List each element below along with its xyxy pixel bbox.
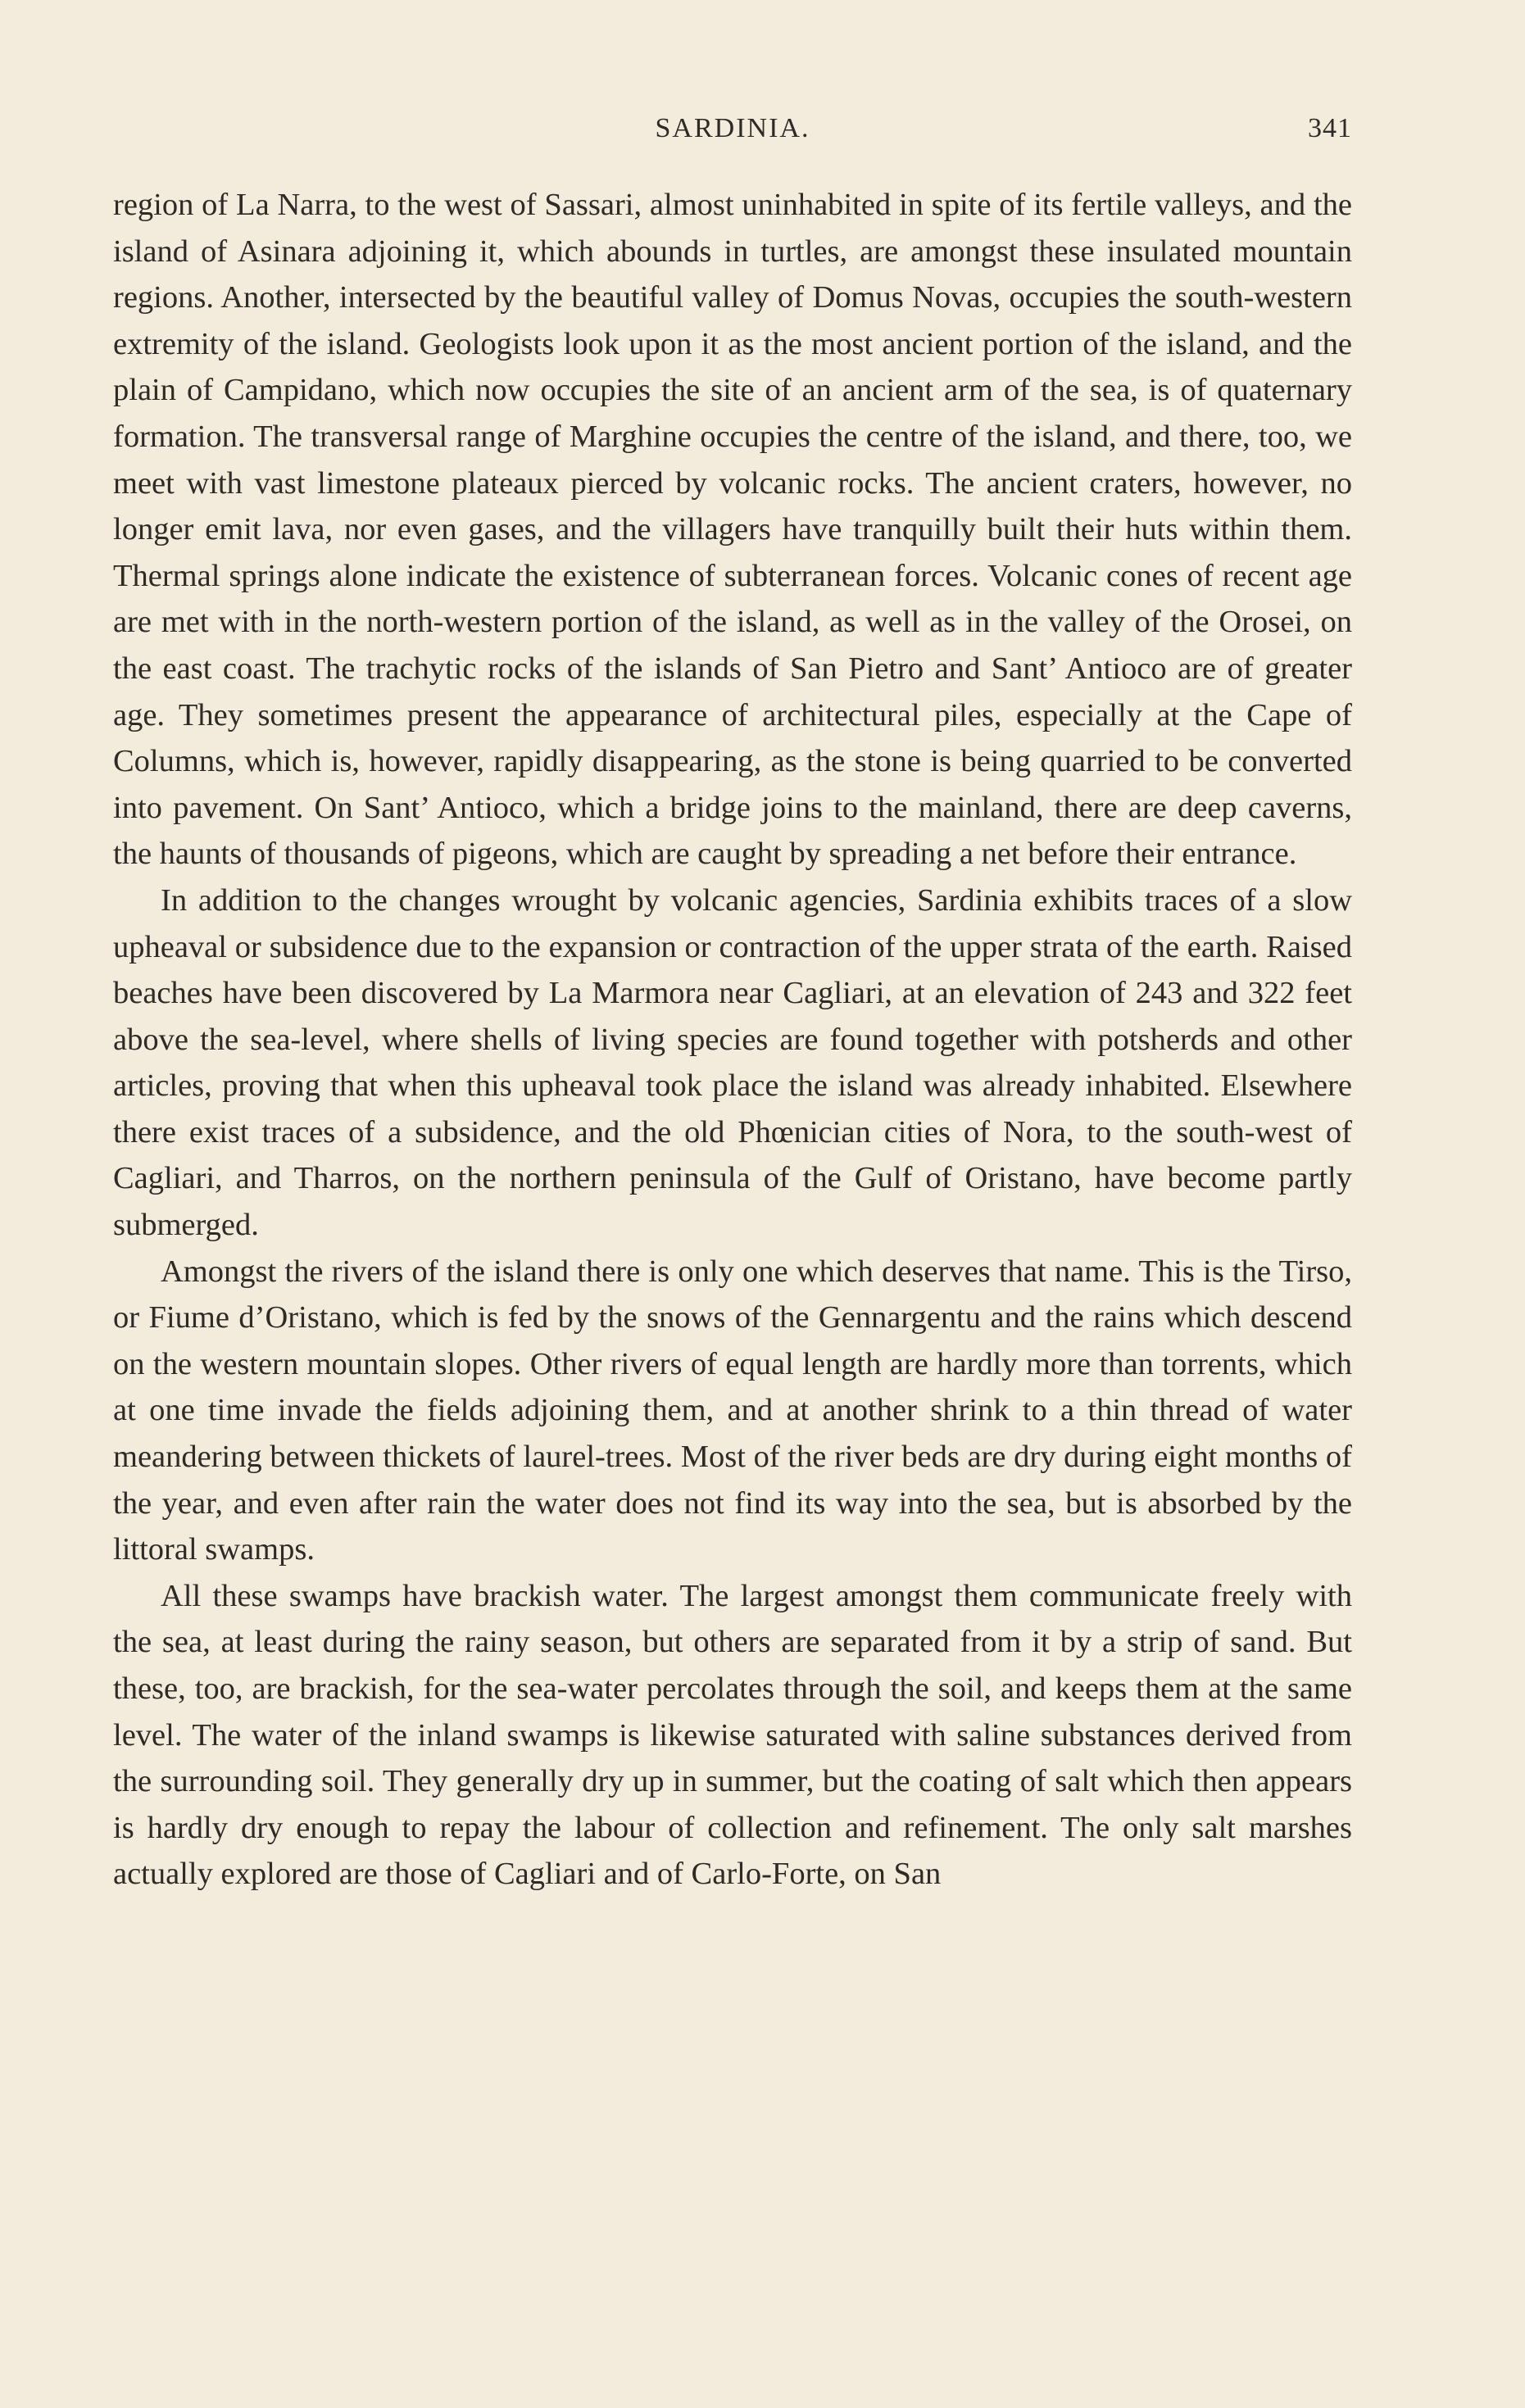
running-head: SARDINIA. — [655, 113, 810, 143]
paragraph: Amongst the rivers of the island there is only one which deserves that name. This is the Tirso, or Fiume d’Oristano, which is fed by the snows of the Gennargentu and the rains which descend on the western mountain slopes. Other rivers of equal length are hardly more than torrents, which at one time invade the fields adjoining them, and at another shrink to a thin thread of water meandering between thickets of laurel-trees. Most of the river beds are dry during eight months of the year, and even after rain the water does not find its way into the sea, but is absorbed by the littoral swamps. — [113, 1254, 1352, 1567]
page-header — [113, 113, 1352, 152]
paragraph: All these swamps have brackish water. The largest amongst them communicate freely with the sea, at least during the rainy season, but others are separated from it by a strip of sand. But these, too, are brackish, for the sea-water percolates through the soil, and keeps them at the same level. The water of the inland swamps is likewise saturated with saline substances derived from the surrounding soil. They generally dry up in summer, but the coating of salt which then appears is hardly dry enough to repay the labour of collection and refinement. The only salt marshes actually explored are those of Cagliari and of Carlo-Forte, on San — [113, 1578, 1352, 1892]
body-text — [113, 182, 1352, 1898]
paragraph: region of La Narra, to the west of Sassari, almost uninhabited in spite of its fertile valleys, and the island of Asinara adjoining it, which abounds in turtles, are amongst these insulated mountain regions. Another, intersected by the beautiful valley of Domus Novas, occupies the south-western extremity of the island. Geologists look upon it as the most ancient portion of the island, and the plain of Campidano, which now occupies the site of an ancient arm of the sea, is of quaternary formation. The transversal range of Marghine occupies the centre of the island, and there, too, we meet with vast limestone plateaux pierced by volcanic rocks. The ancient craters, however, no longer emit lava, nor even gases, and the villagers have tranquilly built their huts within them. Thermal springs alone indicate the existence of subterranean forces. Volcanic cones of recent age are met with in the north-western portion of the island, as well as in the valley of the Orosei, on the east coast. The trachytic rocks of the islands of San Pietro and Sant’ Antioco are of greater age. They sometimes present the appearance of architectural piles, especially at the Cape of Columns, which is, however, rapidly disappearing, as the stone is being quarried to be converted into pavement. On Sant’ Antioco, which a bridge joins to the mainland, there are deep caverns, the haunts of thousands of pigeons, which are caught by spreading a net before their entrance. — [113, 188, 1352, 872]
page-number: 341 — [1308, 113, 1352, 143]
paragraph: In addition to the changes wrought by volcanic agencies, Sardinia exhibits traces of a slow upheaval or subsidence due to the expansion or contraction of the upper strata of the earth. Raised beaches have been discovered by La Marmora near Cagliari, at an elevation of 243 and 322 feet above the sea-level, where shells of living species are found together with potsherds and other articles, proving that when this upheaval took place the island was already inhabited. Elsewhere there exist traces of a subsidence, and the old Phœnician cities of Nora, to the south-west of Cagliari, and Tharros, on the northern peninsula of the Gulf of Oristano, have become partly submerged. — [113, 882, 1352, 1243]
